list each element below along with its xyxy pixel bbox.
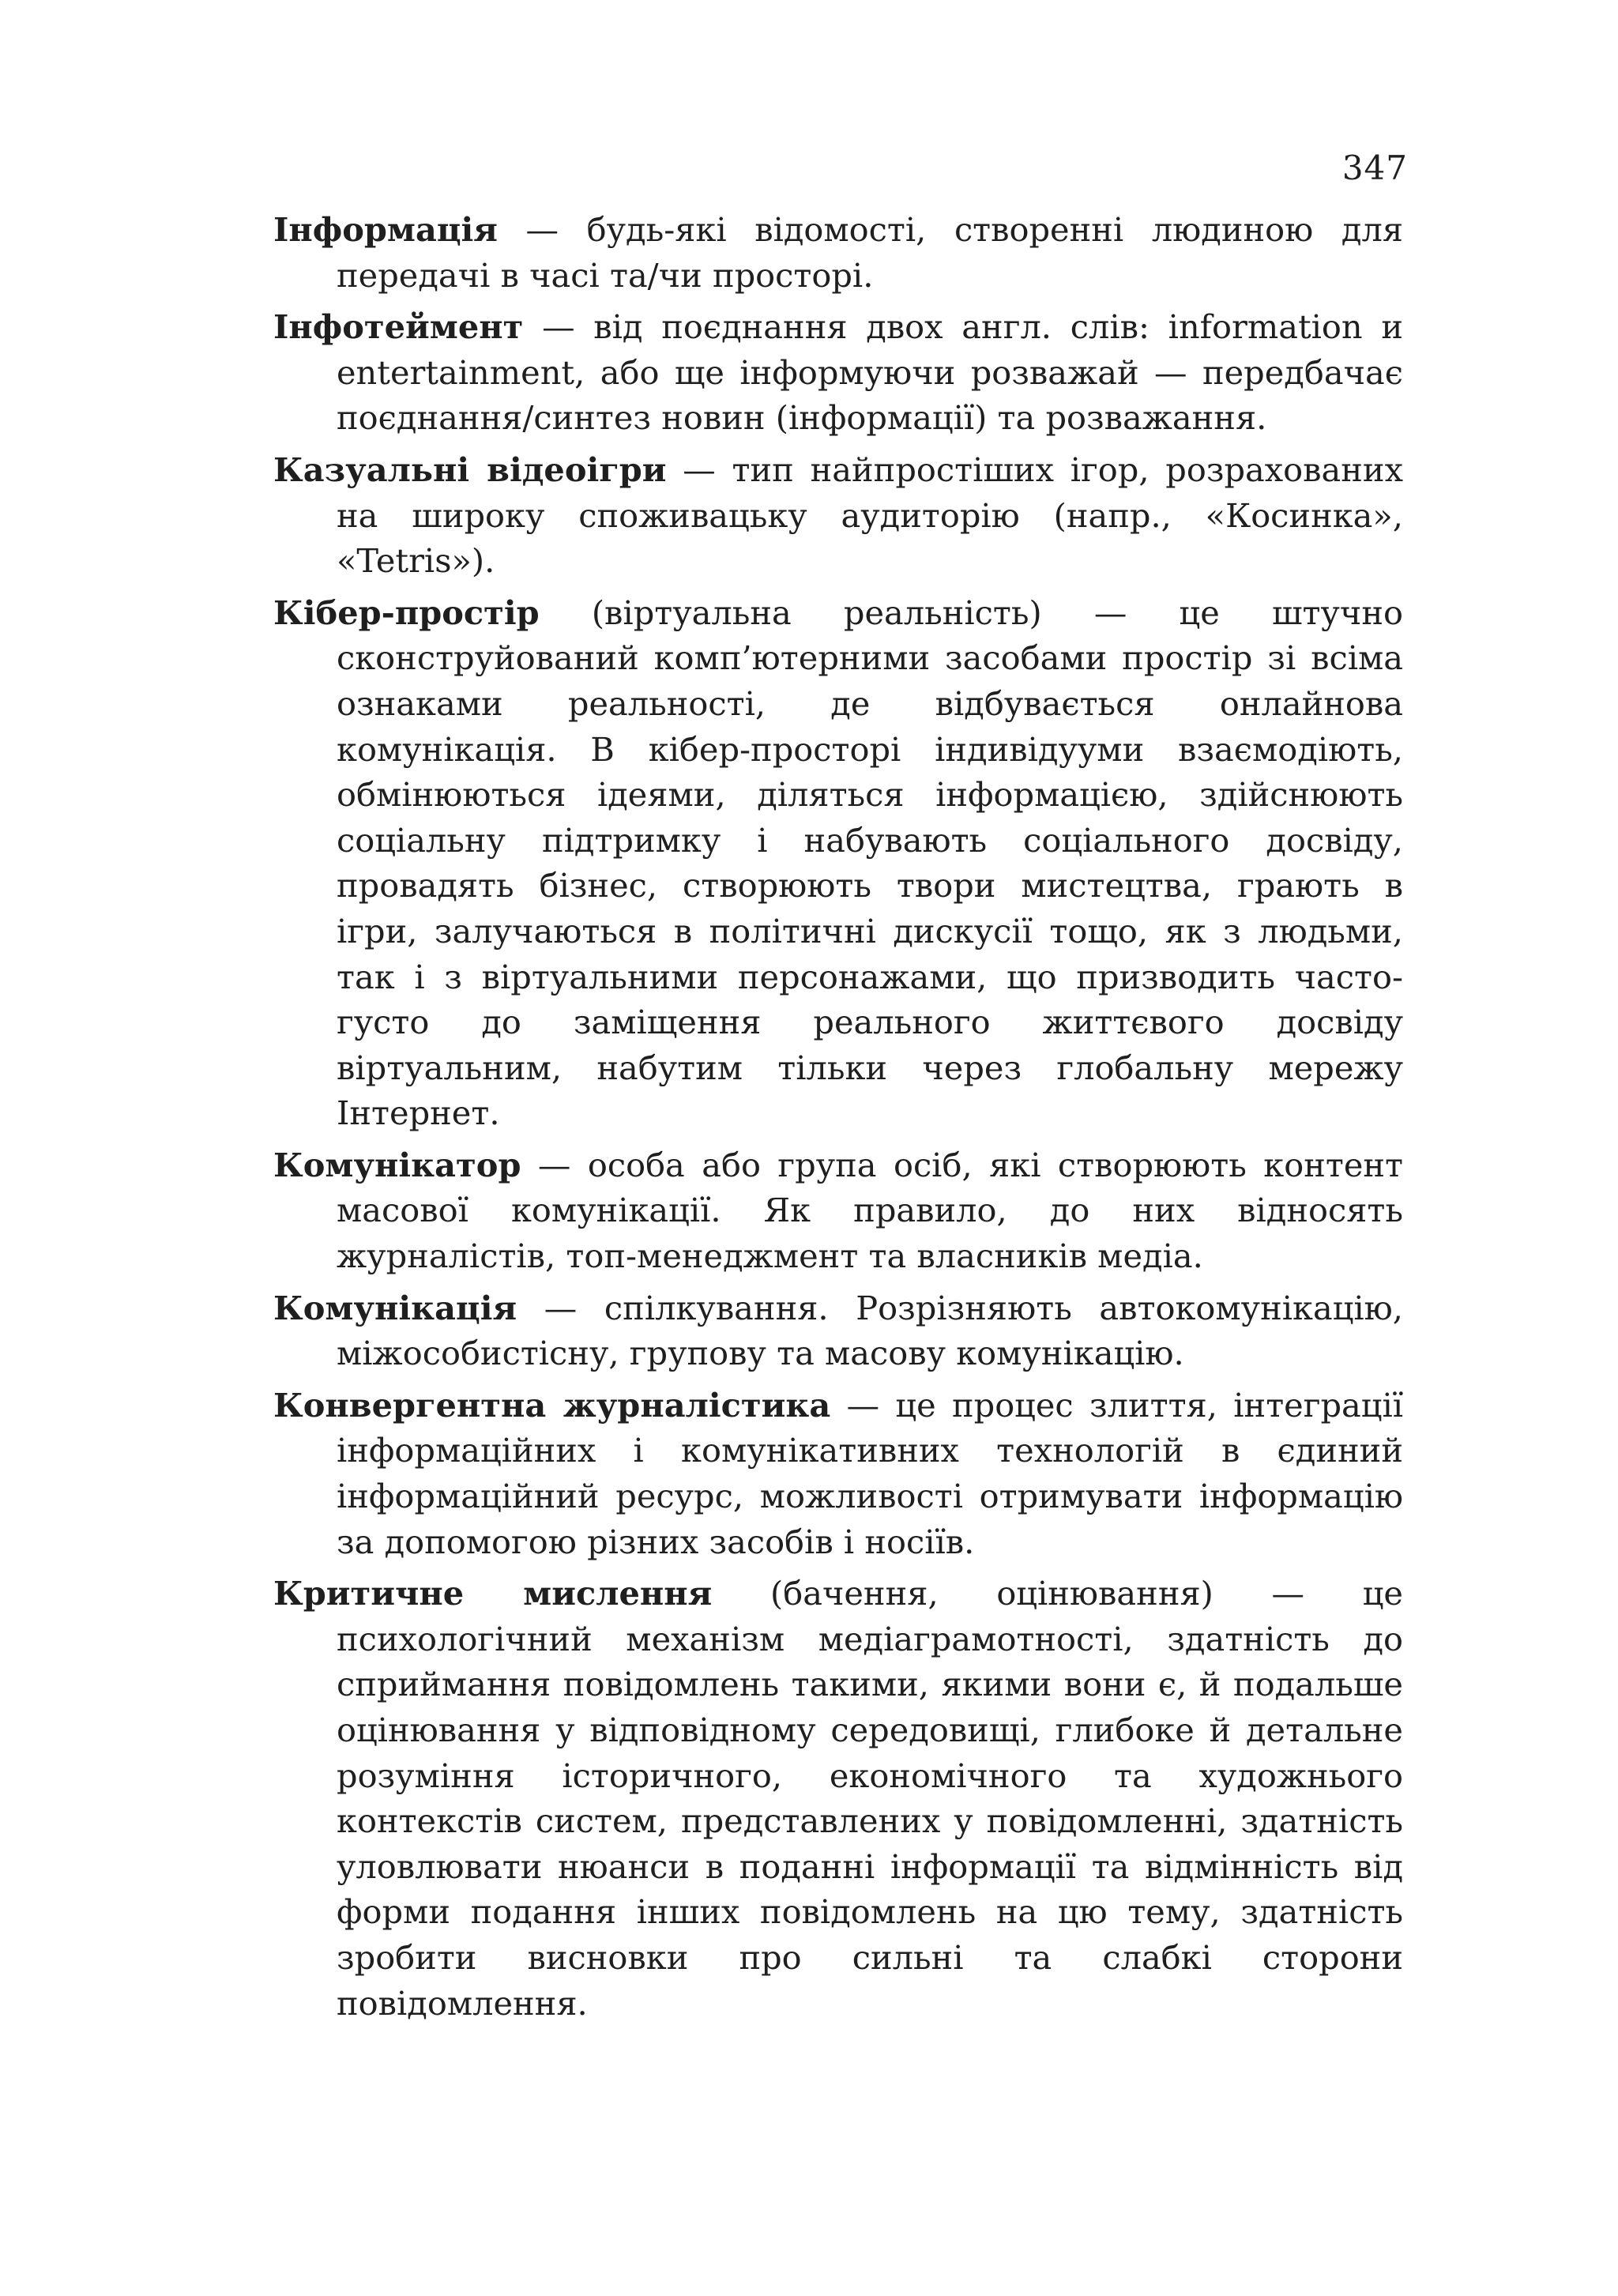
glossary-term: Інфотеймент bbox=[273, 307, 524, 347]
glossary-entry bbox=[273, 447, 1403, 584]
page-number: 347 bbox=[1341, 149, 1408, 187]
glossary-definition: (бачення, оцінювання) — це психологічний механізм медіаграмотності, здатність до сприймання повідомлень такими, якими вони є, й подальше оцінювання у відповідному середовищі, глибоке й детальне розуміння історичного, економічного та художнього контекстів систем, представлених у повідомленні, здатність уловлювати нюанси в поданні інформації та відмінність від форми подання інших повідомлень на цю тему, здатність зробити висновки про сильні та слабкі сторони повідомлення. bbox=[337, 1574, 1403, 2023]
glossary-definition: — будь-які відомості, створенні людиною для передачі в часі та/чи просторі. bbox=[337, 210, 1403, 295]
glossary-entry bbox=[273, 590, 1403, 1136]
glossary-term: Інформація bbox=[273, 210, 498, 249]
glossary-entry bbox=[273, 1383, 1403, 1564]
glossary-entry bbox=[273, 207, 1403, 298]
glossary-entry bbox=[273, 1142, 1403, 1279]
glossary-entry bbox=[273, 1285, 1403, 1376]
glossary-definition: — це процес злиття, інтеграції інформаційних і комунікативних технологій в єдиний інформаційний ресурс, можливості отримувати інформацію за допомогою різних засобів і носіїв. bbox=[337, 1385, 1404, 1561]
glossary-entry bbox=[273, 304, 1403, 441]
glossary-definition: — від поєднання двох англ. слів: information и entertainment, або ще інформуючи розважай — передбачає поєднання/синтез новин (інформації) та розважання. bbox=[337, 307, 1403, 438]
glossary-definition: — спілкування. Розрізняють автокомунікацію, міжособистісну, групову та масову комунікацію. bbox=[337, 1288, 1403, 1373]
glossary-definition: — тип найпростіших ігор, розрахованих на широку споживацьку аудиторію (напр., «Косинка», «Tetris»). bbox=[337, 450, 1403, 581]
glossary-list bbox=[273, 207, 1403, 2032]
glossary-term: Комунікатор bbox=[273, 1145, 521, 1184]
glossary-term: Комунікація bbox=[273, 1288, 517, 1327]
glossary-term: Конвергентна журналістика bbox=[273, 1385, 831, 1425]
glossary-definition: — особа або група осіб, які створюють контент масової комунікації. Як правило, до них відносять журналістів, топ-менеджмент та власників медіа. bbox=[337, 1145, 1403, 1276]
glossary-definition: (віртуальна реальність) — це штучно сконструйований комп’ютерними засобами простір зі всіма ознаками реальності, де відбувається онлайнова комунікація. В кібер-просторі індивідууми взаємодіють, обмінюються ідеями, діляться інформацією, здійснюють соціальну підтримку і набувають соціального досвіду, провадять бізнес, створюють твори мистецтва, грають в ігри, залучаються в політичні дискусії тощо, як з людьми, так і з віртуальними персонажами, що призводить часто-густо до заміщення реального життєвого досвіду віртуальним, набутим тільки через глобальну мережу Інтернет. bbox=[337, 593, 1403, 1133]
glossary-term: Кібер-простір bbox=[273, 593, 540, 632]
glossary-entry bbox=[273, 1571, 1403, 2026]
glossary-term: Казуальні відеоігри bbox=[273, 450, 667, 489]
glossary-term: Критичне мислення bbox=[273, 1574, 713, 1613]
